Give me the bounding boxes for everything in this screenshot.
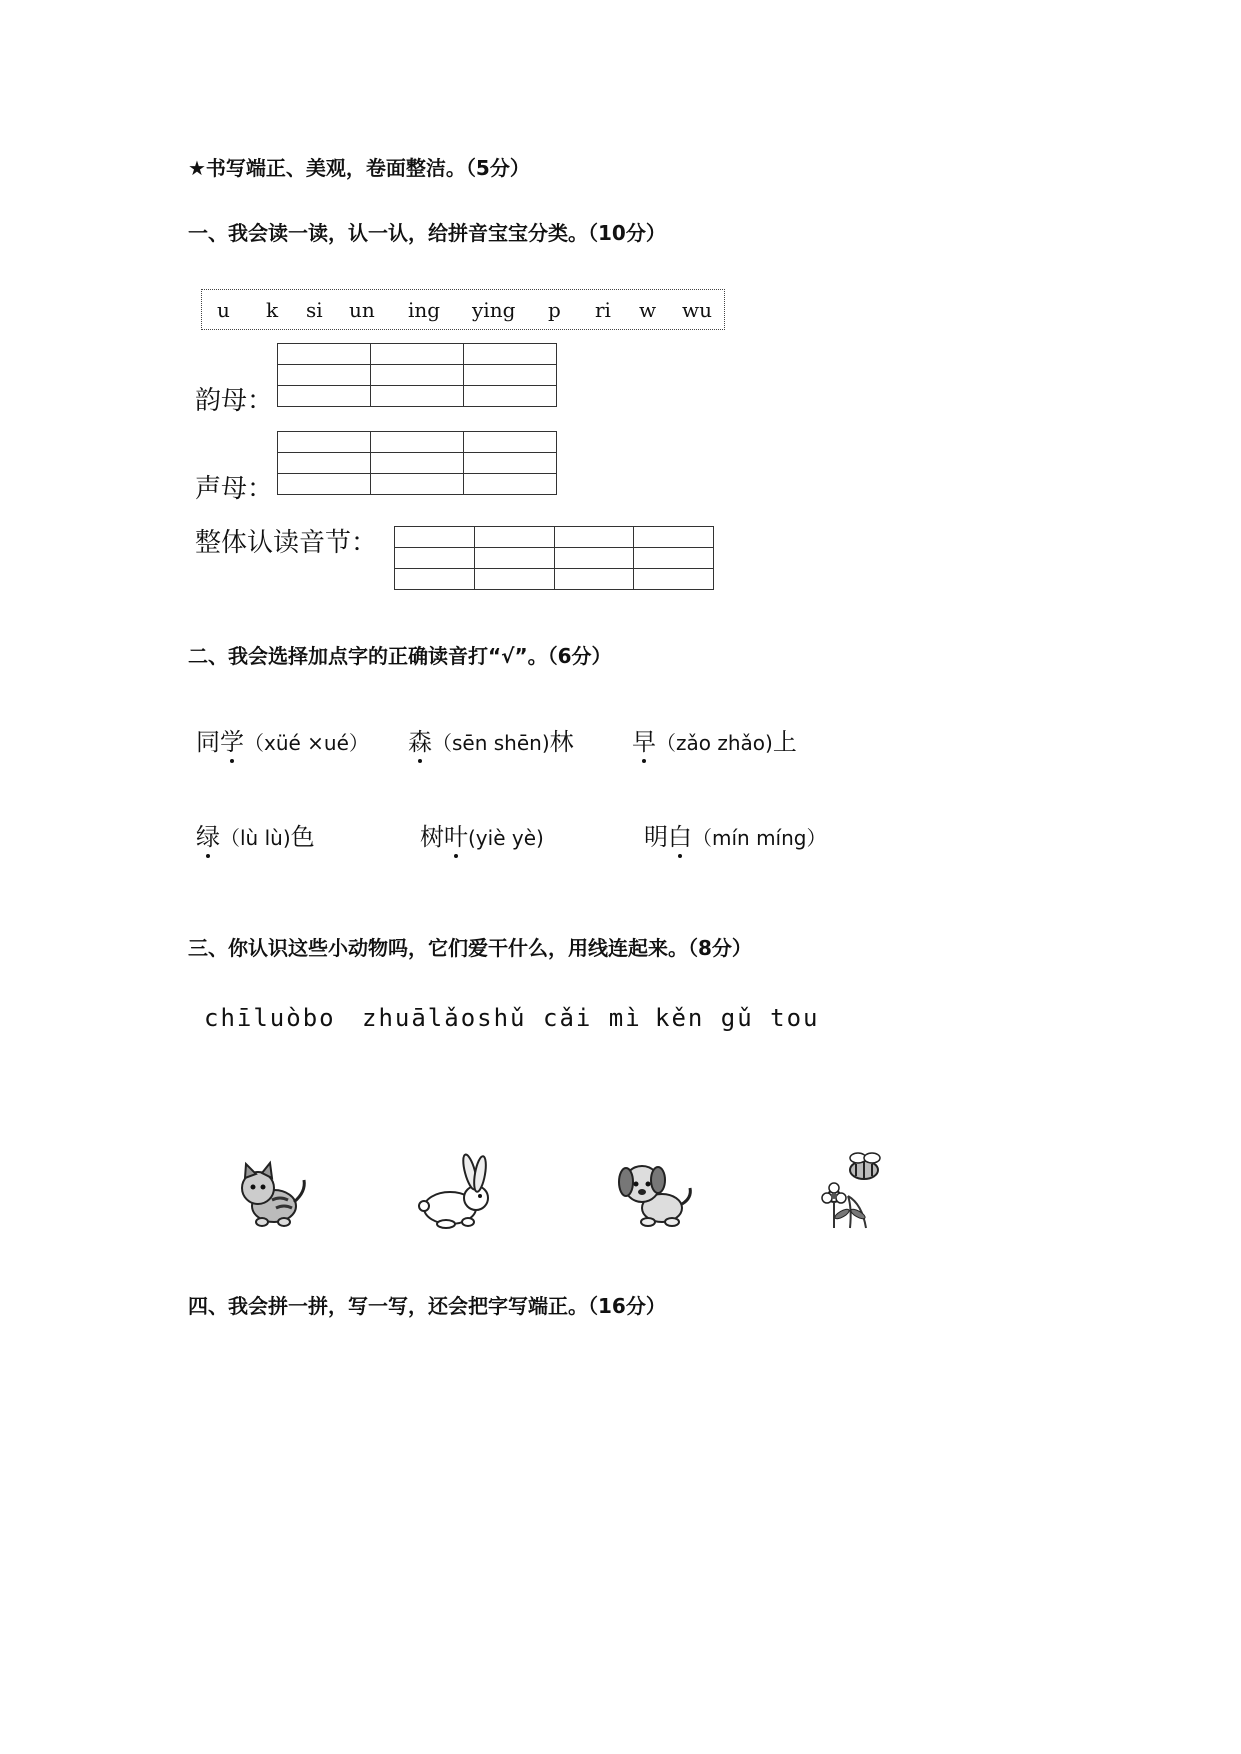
finals-grid[interactable] bbox=[277, 343, 557, 407]
pinyin-options[interactable]: (yiè yè) bbox=[468, 826, 544, 850]
syllable: si bbox=[306, 298, 323, 322]
pinyin-options[interactable]: （xüé ×ué） bbox=[244, 731, 369, 755]
syllable: ri bbox=[595, 298, 611, 322]
initials-grid[interactable] bbox=[277, 431, 557, 495]
pinyin-options[interactable]: （lù lù) bbox=[220, 826, 291, 850]
char: 同 bbox=[196, 728, 220, 756]
char: 明 bbox=[644, 823, 668, 851]
reading-item-4 bbox=[196, 817, 315, 852]
q4-heading: 四、我会拼一拼，写一写，还会把字写端正。（16分） bbox=[188, 1294, 666, 1318]
whole-syllable-grid[interactable] bbox=[394, 526, 714, 590]
q1-heading: 一、我会读一读，认一认，给拼音宝宝分类。（10分） bbox=[188, 221, 666, 245]
action-pinyin-3[interactable]: cǎi mì bbox=[543, 1004, 642, 1032]
finals-label: 韵母： bbox=[195, 386, 274, 416]
reading-item-2 bbox=[408, 722, 574, 757]
syllable: k bbox=[266, 298, 279, 322]
syllable: wu bbox=[682, 298, 712, 322]
neatness-heading: ★书写端正、美观，卷面整洁。（5分） bbox=[188, 156, 530, 180]
syllable-box bbox=[201, 289, 725, 330]
dotted-char: 学 bbox=[220, 722, 244, 757]
whole-syllable-label: 整体认读音节： bbox=[195, 528, 378, 558]
puppy-icon[interactable] bbox=[612, 1156, 698, 1232]
action-pinyin-2[interactable]: zhuālǎoshǔ bbox=[362, 1004, 527, 1032]
syllable: ing bbox=[408, 298, 441, 322]
char: 色 bbox=[290, 823, 315, 851]
q2-heading: 二、我会选择加点字的正确读音打“√”。（6分） bbox=[188, 644, 612, 668]
reading-item-5 bbox=[420, 817, 544, 852]
char: 树 bbox=[420, 823, 444, 851]
rabbit-icon[interactable] bbox=[412, 1152, 498, 1232]
action-pinyin-1[interactable]: chīluòbo bbox=[204, 1004, 336, 1032]
reading-item-6 bbox=[644, 817, 826, 852]
pinyin-options[interactable]: （zǎo zhǎo) bbox=[656, 731, 773, 755]
dotted-char: 白 bbox=[668, 817, 692, 852]
syllable: u bbox=[217, 298, 230, 322]
syllable: w bbox=[639, 298, 657, 322]
dotted-char: 叶 bbox=[444, 817, 468, 852]
char: 上 bbox=[772, 728, 797, 756]
pinyin-options[interactable]: （mín míng） bbox=[692, 826, 827, 850]
syllable: un bbox=[349, 298, 375, 322]
pinyin-options[interactable]: （sēn shēn) bbox=[432, 731, 550, 755]
action-pinyin-4[interactable]: kěn gǔ tou bbox=[655, 1004, 820, 1032]
syllable: p bbox=[548, 298, 561, 322]
syllable: ying bbox=[472, 298, 516, 322]
reading-item-3 bbox=[632, 722, 797, 757]
cat-icon[interactable] bbox=[232, 1160, 312, 1230]
dotted-char: 绿 bbox=[196, 817, 220, 852]
reading-item-1 bbox=[196, 722, 369, 757]
dotted-char: 早 bbox=[632, 722, 656, 757]
dotted-char: 森 bbox=[408, 722, 432, 757]
char: 林 bbox=[549, 728, 574, 756]
q3-heading: 三、你认识这些小动物吗，它们爱干什么，用线连起来。（8分） bbox=[188, 936, 752, 960]
bee-flower-icon[interactable] bbox=[818, 1152, 894, 1232]
initials-label: 声母： bbox=[195, 474, 274, 504]
